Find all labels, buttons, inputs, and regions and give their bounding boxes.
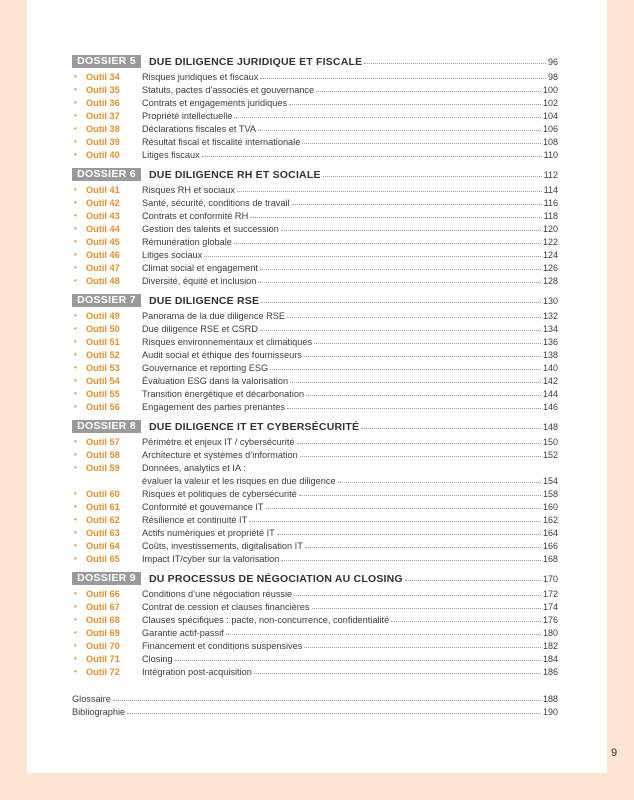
tool-title: Engagement des parties prenantes: [142, 401, 286, 412]
tool-entry[interactable]: [72, 222, 558, 235]
tool-page-number: 110: [543, 149, 558, 160]
tool-label: Outil 70: [86, 640, 120, 651]
dot-leader: [361, 420, 541, 429]
bullet-icon: •: [74, 324, 77, 333]
dot-leader: [316, 83, 541, 92]
bullet-icon: •: [74, 589, 77, 598]
dossier-tag: DOSSIER 9: [72, 572, 141, 585]
page-number: 9: [611, 747, 618, 759]
bullet-icon: •: [74, 602, 77, 611]
tool-page-number: 168: [542, 553, 558, 564]
dot-leader: [258, 122, 541, 131]
dossier-page-number: 96: [547, 56, 558, 67]
tool-entry[interactable]: [72, 461, 558, 474]
dot-leader: [312, 600, 541, 609]
tool-label: Outil 36: [86, 97, 120, 108]
tool-page-number: 144: [542, 388, 558, 399]
tool-entry[interactable]: [72, 309, 558, 322]
tool-page-number: 164: [542, 527, 558, 538]
bullet-icon: •: [74, 463, 77, 472]
tool-title: Résultat fiscal et fiscalité internationale: [142, 136, 301, 147]
dossier-heading[interactable]: [72, 294, 558, 307]
tool-entry[interactable]: [72, 209, 558, 222]
tool-page-number: 138: [542, 349, 558, 360]
tool-label: Outil 43: [86, 210, 120, 221]
tool-title: Risques et politiques de cybersécurité: [142, 488, 297, 499]
tool-label: Outil 34: [86, 71, 120, 82]
dot-leader: [204, 248, 541, 257]
dot-leader: [364, 55, 546, 64]
bullet-icon: •: [74, 311, 77, 320]
tool-page-number: 176: [542, 614, 558, 625]
tool-entry[interactable]: [72, 587, 558, 600]
dot-leader: [226, 626, 541, 635]
dot-leader: [314, 335, 541, 344]
dot-leader: [260, 70, 546, 79]
back-matter-title: Glossaire: [72, 693, 111, 704]
tool-page-number: 160: [542, 501, 558, 512]
dot-leader: [258, 274, 541, 283]
tool-title: Clauses spécifiques : pacte, non-concurrence, confidentialité: [142, 614, 390, 625]
tool-title: Déclarations fiscales et TVA: [142, 123, 257, 134]
tool-page-number: 150: [542, 436, 558, 447]
tool-page-number: 118: [543, 210, 558, 221]
dot-leader: [300, 448, 541, 457]
dot-leader: [260, 261, 541, 270]
dot-leader: [127, 705, 541, 714]
tool-entry[interactable]: [72, 148, 558, 161]
tool-label: Outil 69: [86, 627, 120, 638]
bullet-icon: •: [74, 628, 77, 637]
tool-title: Architecture et systèmes d’information: [142, 449, 298, 460]
dossier-title: DUE DILIGENCE IT ET CYBERSÉCURITÉ: [149, 420, 360, 433]
tool-entry[interactable]: [72, 613, 558, 626]
bullet-icon: •: [74, 363, 77, 372]
tool-title: Closing: [142, 653, 173, 664]
tool-page-number: 120: [542, 223, 558, 234]
dossier-page-number: 170: [542, 573, 558, 584]
tool-title: Contrats et engagements juridiques: [142, 97, 288, 108]
tool-label: Outil 66: [86, 588, 120, 599]
bullet-icon: •: [74, 350, 77, 359]
tool-entry[interactable]: [72, 374, 558, 387]
bullet-icon: •: [74, 554, 77, 563]
dot-leader: [287, 309, 541, 318]
tool-title: Audit social et éthique des fournisseurs: [142, 349, 302, 360]
tool-page-number: 132: [542, 310, 558, 321]
dot-leader: [405, 572, 541, 581]
dot-leader: [299, 487, 541, 496]
dossier-title: DUE DILIGENCE RH ET SOCIALE: [149, 168, 321, 181]
bullet-icon: •: [74, 667, 77, 676]
tool-page-number: 100: [542, 84, 558, 95]
bullet-icon: •: [74, 111, 77, 120]
tool-title: Risques juridiques et fiscaux: [142, 71, 259, 82]
dot-leader: [250, 209, 541, 218]
tool-entry[interactable]: [72, 83, 558, 96]
dot-leader: [391, 613, 541, 622]
tool-entry[interactable]: [72, 526, 558, 539]
tool-title: Évaluation ESG dans la valorisation: [142, 375, 289, 386]
tool-page-number: 116: [543, 197, 558, 208]
tool-label: Outil 55: [86, 388, 120, 399]
tool-page-number: 128: [542, 275, 558, 286]
tool-entry[interactable]: [72, 109, 558, 122]
dossier-heading[interactable]: [72, 168, 558, 181]
tool-entry[interactable]: [72, 539, 558, 552]
dot-leader: [249, 513, 541, 522]
tool-label: Outil 62: [86, 514, 120, 525]
tool-page-number: 182: [542, 640, 558, 651]
dot-leader: [202, 148, 542, 157]
tool-entry[interactable]: [72, 600, 558, 613]
bullet-icon: •: [74, 337, 77, 346]
dot-leader: [254, 665, 541, 674]
tool-title: Rémunération globale: [142, 236, 232, 247]
tool-label: Outil 60: [86, 488, 120, 499]
tool-entry[interactable]: [72, 487, 558, 500]
tool-label: Outil 46: [86, 249, 120, 260]
tool-title: Financement et conditions suspensives: [142, 640, 303, 651]
tool-label: Outil 35: [86, 84, 120, 95]
tool-label: Outil 54: [86, 375, 120, 386]
tool-label: Outil 42: [86, 197, 120, 208]
bullet-icon: •: [74, 198, 77, 207]
bullet-icon: •: [74, 211, 77, 220]
dot-leader: [292, 196, 542, 205]
dot-leader: [305, 539, 541, 548]
tool-label: Outil 67: [86, 601, 120, 612]
dot-leader: [294, 587, 541, 596]
bullet-icon: •: [74, 615, 77, 624]
dossier-tag: DOSSIER 6: [72, 168, 141, 181]
bullet-icon: •: [74, 237, 77, 246]
tool-entry[interactable]: [72, 235, 558, 248]
tool-entry[interactable]: [72, 248, 558, 261]
tool-page-number: 172: [542, 588, 558, 599]
dot-leader: [289, 96, 541, 105]
tool-title: Conditions d’une négociation réussie: [142, 588, 293, 599]
tool-label: Outil 48: [86, 275, 120, 286]
dossier-page-number: 130: [542, 295, 558, 306]
dossier-section: [72, 55, 558, 161]
dossier-section: [72, 168, 558, 287]
tool-label: Outil 50: [86, 323, 120, 334]
tool-page-number: 162: [542, 514, 558, 525]
dot-leader: [266, 500, 541, 509]
tool-entry[interactable]: [72, 135, 558, 148]
tool-label: Outil 38: [86, 123, 120, 134]
tool-entry[interactable]: [72, 665, 558, 678]
bullet-icon: •: [74, 528, 77, 537]
tool-page-number: 186: [542, 666, 558, 677]
tool-entry[interactable]: [72, 387, 558, 400]
bullet-icon: •: [74, 450, 77, 459]
tool-label: Outil 68: [86, 614, 120, 625]
tool-label: Outil 39: [86, 136, 120, 147]
tool-label: Outil 40: [86, 149, 120, 160]
tool-title: Conformité et gouvernance IT: [142, 501, 264, 512]
back-matter-page-number: 190: [542, 706, 558, 717]
tool-label: Outil 57: [86, 436, 120, 447]
tool-page-number: 106: [542, 123, 558, 134]
dot-leader: [306, 387, 541, 396]
bullet-icon: •: [74, 515, 77, 524]
tool-page-number: 104: [542, 110, 558, 121]
tool-label: Outil 63: [86, 527, 120, 538]
tool-title: Transition énergétique et décarbonation: [142, 388, 305, 399]
dot-leader: [281, 222, 541, 231]
tool-page-number: 102: [542, 97, 558, 108]
bullet-icon: •: [74, 137, 77, 146]
tool-title: Intégration post-acquisition: [142, 666, 252, 677]
tool-title: Diversité, équité et inclusion: [142, 275, 257, 286]
tool-entry[interactable]: [72, 552, 558, 565]
bullet-icon: •: [74, 72, 77, 81]
dossier-section: [72, 294, 558, 413]
bullet-icon: •: [74, 437, 77, 446]
bullet-icon: •: [74, 98, 77, 107]
dot-leader: [302, 135, 541, 144]
tool-entry[interactable]: [72, 639, 558, 652]
tool-label: Outil 61: [86, 501, 120, 512]
back-matter-entry[interactable]: [72, 692, 558, 705]
tool-title: Propriété intellectuelle: [142, 110, 233, 121]
tool-entry[interactable]: [72, 322, 558, 335]
tool-page-number: 154: [542, 475, 558, 486]
bullet-icon: •: [74, 224, 77, 233]
tool-entry[interactable]: [72, 183, 558, 196]
bullet-icon: •: [74, 85, 77, 94]
bullet-icon: •: [74, 150, 77, 159]
tool-title: Périmètre et enjeux IT / cybersécurité: [142, 436, 295, 447]
tool-page-number: 140: [542, 362, 558, 373]
tool-page-number: 114: [543, 184, 558, 195]
tool-entry[interactable]: [72, 70, 558, 83]
tool-page-number: 166: [542, 540, 558, 551]
tool-label: Outil 49: [86, 310, 120, 321]
dossier-section: [72, 572, 558, 678]
tool-page-number: 158: [542, 488, 558, 499]
tool-entry[interactable]: [72, 400, 558, 413]
tool-page-number: 180: [542, 627, 558, 638]
dot-leader: [113, 692, 541, 701]
tool-page-number: 134: [542, 323, 558, 334]
tool-title: Résilience et continuité IT: [142, 514, 248, 525]
dot-leader: [277, 526, 541, 535]
bullet-icon: •: [74, 185, 77, 194]
tool-title: Contrats et conformité RH: [142, 210, 249, 221]
tool-label: Outil 72: [86, 666, 120, 677]
dossier-section: [72, 420, 558, 565]
tool-title: Litiges sociaux: [142, 249, 203, 260]
tool-entry[interactable]: [72, 513, 558, 526]
tool-entry[interactable]: [72, 500, 558, 513]
dossier-title: DUE DILIGENCE JURIDIQUE ET FISCALE: [149, 55, 363, 68]
dossier-heading[interactable]: [72, 420, 558, 433]
tool-label: Outil 64: [86, 540, 120, 551]
tool-entry[interactable]: [72, 652, 558, 665]
bullet-icon: •: [74, 389, 77, 398]
tool-label: Outil 56: [86, 401, 120, 412]
table-of-contents: [72, 55, 558, 718]
tool-label: Outil 37: [86, 110, 120, 121]
bullet-icon: •: [74, 376, 77, 385]
bullet-icon: •: [74, 641, 77, 650]
dossier-tag: DOSSIER 7: [72, 294, 141, 307]
bullet-icon: •: [74, 402, 77, 411]
tool-entry[interactable]: [72, 122, 558, 135]
tool-entry-continuation[interactable]: [72, 474, 558, 487]
dot-leader: [175, 652, 541, 661]
dot-leader: [270, 361, 541, 370]
tool-page-number: 126: [542, 262, 558, 273]
dot-leader: [260, 322, 541, 331]
dot-leader: [234, 109, 541, 118]
bullet-icon: •: [74, 654, 77, 663]
tool-title: Risques environnementaux et climatiques: [142, 336, 313, 347]
dot-leader: [237, 183, 542, 192]
page: [27, 0, 618, 773]
tool-page-number: 122: [542, 236, 558, 247]
dot-leader: [287, 400, 541, 409]
dot-leader: [290, 374, 541, 383]
tool-entry[interactable]: [72, 196, 558, 209]
tool-label: Outil 41: [86, 184, 120, 195]
dot-leader: [323, 168, 542, 177]
tool-title: Gestion des talents et succession: [142, 223, 279, 234]
tool-label: Outil 52: [86, 349, 120, 360]
tool-title: Panorama de la due diligence RSE: [142, 310, 286, 321]
tool-entry[interactable]: [72, 448, 558, 461]
dot-leader: [338, 474, 541, 483]
tool-title: Santé, sécurité, conditions de travail: [142, 197, 290, 208]
tool-label: Outil 51: [86, 336, 120, 347]
dot-leader: [261, 294, 541, 303]
tool-title-continuation: évaluer la valeur et les risques en due diligence: [142, 475, 336, 486]
tool-entry[interactable]: [72, 335, 558, 348]
dossier-heading[interactable]: [72, 572, 558, 585]
tool-title: Coûts, investissements, digitalisation IT: [142, 540, 303, 551]
tool-title: Climat social et engagement: [142, 262, 258, 273]
tool-label: Outil 65: [86, 553, 120, 564]
dossier-page-number: 148: [542, 421, 558, 432]
dossier-page-number: 112: [543, 169, 558, 180]
tool-entry[interactable]: [72, 361, 558, 374]
tool-title: Gouvernance et reporting ESG: [142, 362, 269, 373]
tool-page-number: 142: [542, 375, 558, 386]
dot-leader: [304, 348, 541, 357]
tool-page-number: 108: [542, 136, 558, 147]
dot-leader: [297, 435, 541, 444]
dossier-title: DUE DILIGENCE RSE: [149, 294, 260, 307]
bullet-icon: •: [74, 124, 77, 133]
tool-label: Outil 71: [86, 653, 120, 664]
tool-label: Outil 47: [86, 262, 120, 273]
tool-title: Risques RH et sociaux: [142, 184, 235, 195]
dot-leader: [304, 639, 541, 648]
tool-entry[interactable]: [72, 435, 558, 448]
back-matter: [72, 692, 558, 718]
bullet-icon: •: [74, 263, 77, 272]
tool-page-number: 146: [542, 401, 558, 412]
back-matter-title: Bibliographie: [72, 706, 126, 717]
tool-page-number: 98: [547, 71, 558, 82]
dossier-heading[interactable]: [72, 55, 558, 68]
bullet-icon: •: [74, 276, 77, 285]
bullet-icon: •: [74, 541, 77, 550]
tool-entry[interactable]: [72, 626, 558, 639]
dossier-tag: DOSSIER 5: [72, 55, 141, 68]
tool-label: Outil 45: [86, 236, 120, 247]
tool-page-number: 124: [542, 249, 558, 260]
tool-title: Due diligence RSE et CSRD: [142, 323, 258, 334]
bullet-icon: •: [74, 489, 77, 498]
back-matter-page-number: 188: [542, 693, 558, 704]
bullet-icon: •: [74, 250, 77, 259]
tool-title: Actifs numériques et propriété IT: [142, 527, 275, 538]
tool-title: Données, analytics et IA :: [142, 462, 246, 473]
dot-leader: [281, 552, 541, 561]
tool-title: Impact IT/cyber sur la valorisation: [142, 553, 280, 564]
dossier-tag: DOSSIER 8: [72, 420, 141, 433]
tool-entry[interactable]: [72, 261, 558, 274]
tool-title: Garantie actif-passif: [142, 627, 224, 638]
tool-entry[interactable]: [72, 348, 558, 361]
dossier-title: DU PROCESSUS DE NÉGOCIATION AU CLOSING: [149, 572, 403, 585]
tool-title: Contrat de cession et clauses financières: [142, 601, 310, 612]
tool-label: Outil 58: [86, 449, 120, 460]
tool-page-number: 136: [542, 336, 558, 347]
tool-page-number: 184: [542, 653, 558, 664]
tool-label: Outil 53: [86, 362, 120, 373]
tool-title: Litiges fiscaux: [142, 149, 200, 160]
tool-page-number: 152: [542, 449, 558, 460]
tool-entry[interactable]: [72, 274, 558, 287]
tool-label: Outil 44: [86, 223, 120, 234]
tool-entry[interactable]: [72, 96, 558, 109]
tool-title: Statuts, pactes d’associés et gouvernance: [142, 84, 315, 95]
bullet-icon: •: [74, 502, 77, 511]
tool-label: Outil 59: [86, 462, 120, 473]
back-matter-entry[interactable]: [72, 705, 558, 718]
dot-leader: [234, 235, 541, 244]
tool-page-number: 174: [542, 601, 558, 612]
